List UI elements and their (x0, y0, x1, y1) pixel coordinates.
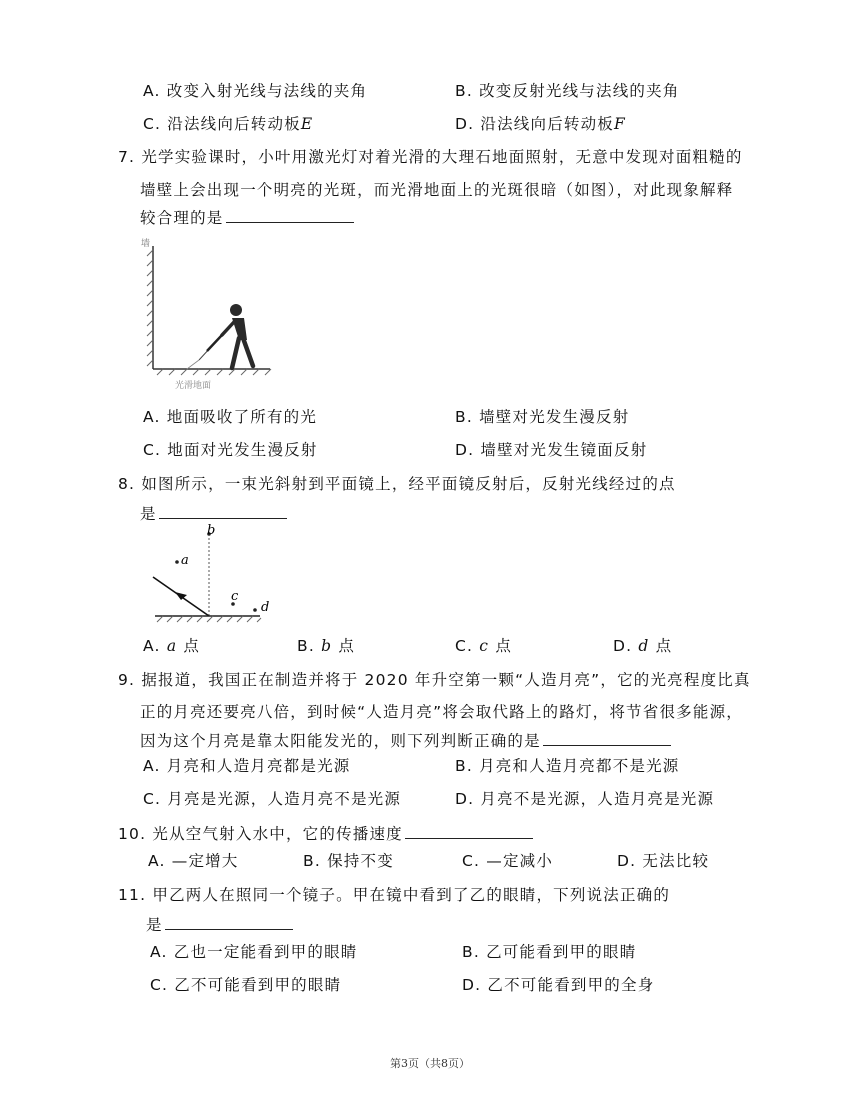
q8-stem-line1: 8. 如图所示，一束光斜射到平面镜上，经平面镜反射后，反射光线经过的点 (118, 475, 676, 493)
q10-option-a[interactable]: A. —定增大 (148, 852, 239, 870)
q8-option-a[interactable]: A. a 点 (143, 637, 201, 655)
q10-stem: 10. 光从空气射入水中，它的传播速度 (118, 822, 533, 845)
q8-stem-line2: 是 (140, 502, 287, 525)
q10-option-c[interactable]: C. —定减小 (462, 852, 554, 870)
q11-option-a[interactable]: A. 乙也一定能看到甲的眼睛 (150, 943, 358, 961)
page-footer: 第3页（共8页） (390, 1057, 470, 1070)
q6-option-b[interactable]: B. 改变反射光线与法线的夹角 (455, 82, 680, 100)
q8-point-d-label: d (261, 600, 270, 615)
q10-option-b[interactable]: B. 保持不变 (303, 852, 394, 870)
q6-option-d[interactable]: D. 沿法线向后转动板F (455, 115, 626, 133)
q7-option-c[interactable]: C. 地面对光发生漫反射 (143, 441, 318, 459)
q10-option-d[interactable]: D. 无法比较 (617, 852, 710, 870)
q9-stem-line3: 因为这个月亮是靠太阳能发光的，则下列判断正确的是 (140, 729, 671, 752)
q7-figure-wall-label: 墙 (141, 239, 151, 249)
q8-option-c[interactable]: C. c 点 (455, 637, 513, 655)
q11-option-d[interactable]: D. 乙不可能看到甲的全身 (462, 976, 655, 994)
q7-stem-line3: 较合理的是 (140, 206, 354, 229)
q8-answer-blank[interactable] (159, 502, 287, 519)
q7-option-a[interactable]: A. 地面吸收了所有的光 (143, 408, 318, 426)
q7-stem-line2: 墙壁上会出现一个明亮的光斑，而光滑地面上的光斑很暗（如图），对此现象解释 (140, 181, 734, 199)
q8-point-a-label: a (181, 553, 189, 568)
q8-option-d[interactable]: D. d 点 (613, 637, 673, 655)
q10-answer-blank[interactable] (405, 822, 533, 839)
q6-option-c[interactable]: C. 沿法线向后转动板E (143, 115, 314, 133)
q7-option-d[interactable]: D. 墙壁对光发生镜面反射 (455, 441, 648, 459)
q7-figure-floor-label: 光滑地面 (175, 381, 212, 391)
q9-option-a[interactable]: A. 月亮和人造月亮都是光源 (143, 757, 351, 775)
q9-stem-line1: 9. 据报道，我国正在制造并将于 2020 年升空第一颗“人造月亮”，它的光亮程度比真 (118, 671, 751, 689)
q9-option-c[interactable]: C. 月亮是光源，人造月亮不是光源 (143, 790, 402, 808)
q7-option-b[interactable]: B. 墙壁对光发生漫反射 (455, 408, 630, 426)
q9-option-d[interactable]: D. 月亮不是光源，人造月亮是光源 (455, 790, 715, 808)
q11-stem-line1: 11. 甲乙两人在照同一个镜子。甲在镜中看到了乙的眼睛，下列说法正确的 (118, 886, 671, 904)
q9-stem-line2: 正的月亮还要亮八倍，到时候“人造月亮”将会取代路上的路灯，将节省很多能源， (140, 703, 743, 721)
q8-figure (145, 524, 280, 628)
q9-answer-blank[interactable] (543, 729, 671, 746)
q7-figure (135, 232, 280, 397)
q9-option-b[interactable]: B. 月亮和人造月亮都不是光源 (455, 757, 680, 775)
q8-option-b[interactable]: B. b 点 (297, 637, 356, 655)
q11-option-b[interactable]: B. 乙可能看到甲的眼睛 (462, 943, 637, 961)
q7-answer-blank[interactable] (226, 206, 354, 223)
q11-answer-blank[interactable] (165, 913, 293, 930)
q8-point-c-label: c (231, 589, 239, 604)
q6-option-a[interactable]: A. 改变入射光线与法线的夹角 (143, 82, 368, 100)
q11-option-c[interactable]: C. 乙不可能看到甲的眼睛 (150, 976, 342, 994)
q11-stem-line2: 是 (146, 913, 293, 936)
q8-point-b-label: b (207, 524, 216, 538)
person-icon (222, 304, 253, 368)
q7-stem-line1: 7. 光学实验课时，小叶用激光灯对着光滑的大理石地面照射，无意中发现对面粗糙的 (118, 148, 743, 166)
